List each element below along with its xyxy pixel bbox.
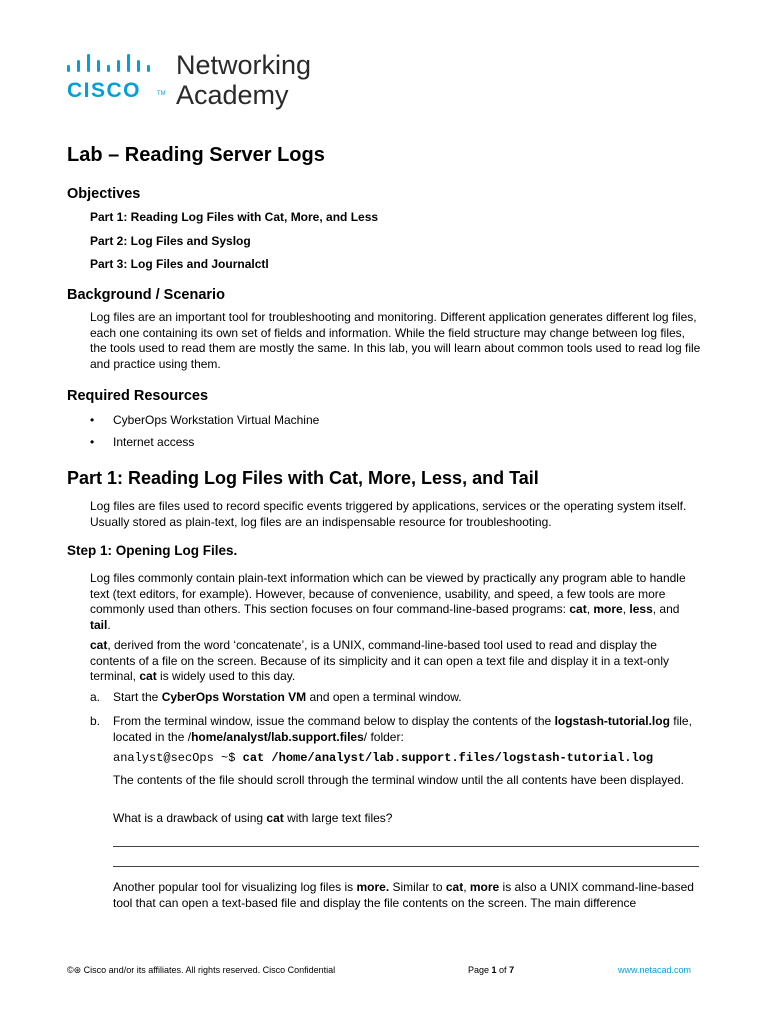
step1-heading: Step 1: Opening Log Files. bbox=[67, 543, 238, 558]
objective-item: Part 2: Log Files and Syslog bbox=[90, 234, 251, 248]
footer-link[interactable]: www.netacad.com bbox=[618, 965, 692, 975]
answer-line[interactable] bbox=[113, 866, 699, 867]
cisco-networking-academy-logo bbox=[67, 48, 347, 112]
list-marker-a: a. bbox=[90, 690, 101, 704]
bullet-icon: • bbox=[90, 435, 95, 449]
instruction-b: From the terminal window, issue the command below to display the contents of the logstash-tutorial.log file, located in the /home/analyst/lab.support.files/ folder: bbox=[113, 714, 692, 744]
page-title: Lab – Reading Server Logs bbox=[67, 144, 325, 166]
more-paragraph: Another popular tool for visualizing log files is more. Similar to cat, more is also a UNIX command-line-based tool that can open a text-based file and display the file contents on the screen. The main difference bbox=[113, 880, 694, 910]
objective-item: Part 1: Reading Log Files with Cat, More, and Less bbox=[90, 210, 379, 224]
step1-paragraph: Log files commonly contain plain-text information which can be viewed by practically any program able to handle text (text editors, for example). However, because of convenience, usability, and speed, a few tools are more commonly used than others. This section focuses on four command-line-based programs: cat, more, less, and tail. bbox=[90, 571, 686, 632]
instruction-a: Start the CyberOps Worstation VM and open a terminal window. bbox=[113, 690, 462, 704]
brand-networking: Networking bbox=[176, 50, 312, 80]
list-marker-b: b. bbox=[90, 714, 101, 728]
resources-heading: Required Resources bbox=[67, 388, 209, 404]
background-paragraph: Log files are an important tool for troubleshooting and monitoring. Different application generates different log files, each one containing its own set of fields and information. While the field structure may change between log files, the tools used to read them are mostly the same. In this lab, you will learn about common tools used to read log file and practice using them. bbox=[90, 310, 701, 371]
part1-heading: Part 1: Reading Log Files with Cat, More, Less, and Tail bbox=[67, 468, 539, 488]
command-line bbox=[113, 751, 653, 765]
background-heading: Background / Scenario bbox=[67, 287, 225, 303]
list-item: • Internet access bbox=[90, 435, 195, 449]
cisco-wordmark: CISCO bbox=[67, 79, 142, 102]
command-text: cat /home/analyst/lab.support.files/logstash-tutorial.log bbox=[242, 751, 654, 765]
footer-page-number: Page 1 of 7 bbox=[468, 965, 515, 975]
answer-line[interactable] bbox=[113, 846, 699, 847]
question-text: What is a drawback of using cat with large text files? bbox=[113, 811, 393, 825]
footer-copyright: ©⊛ Cisco and/or its affiliates. All rights reserved. Cisco Confidential bbox=[67, 965, 336, 975]
objectives-heading: Objectives bbox=[67, 186, 141, 202]
objective-item: Part 3: Log Files and Journalctl bbox=[90, 257, 269, 271]
list-item: • CyberOps Workstation Virtual Machine bbox=[90, 413, 320, 427]
part1-intro: Log files are files used to record specific events triggered by applications, services or the operating system itself. Usually stored as plain-text, log files are an indispensable resource for troubleshooting. bbox=[90, 499, 687, 529]
cat-paragraph: cat, derived from the word ‘concatenate’, is a UNIX, command-line-based tool used to read and display the contents of a file on the screen. Because of its simplicity and it can open a text file and display it in a text-only terminal, cat is widely used to this day. bbox=[90, 638, 669, 683]
brand-academy: Academy bbox=[176, 80, 289, 110]
command-prompt: analyst@secOps ~$ bbox=[113, 751, 243, 765]
bullet-icon: • bbox=[90, 413, 95, 427]
cisco-bars-icon bbox=[67, 54, 165, 76]
scroll-paragraph: The contents of the file should scroll through the terminal window until the all contents have been displayed. bbox=[113, 773, 685, 787]
trademark-mark: TM bbox=[157, 91, 166, 97]
